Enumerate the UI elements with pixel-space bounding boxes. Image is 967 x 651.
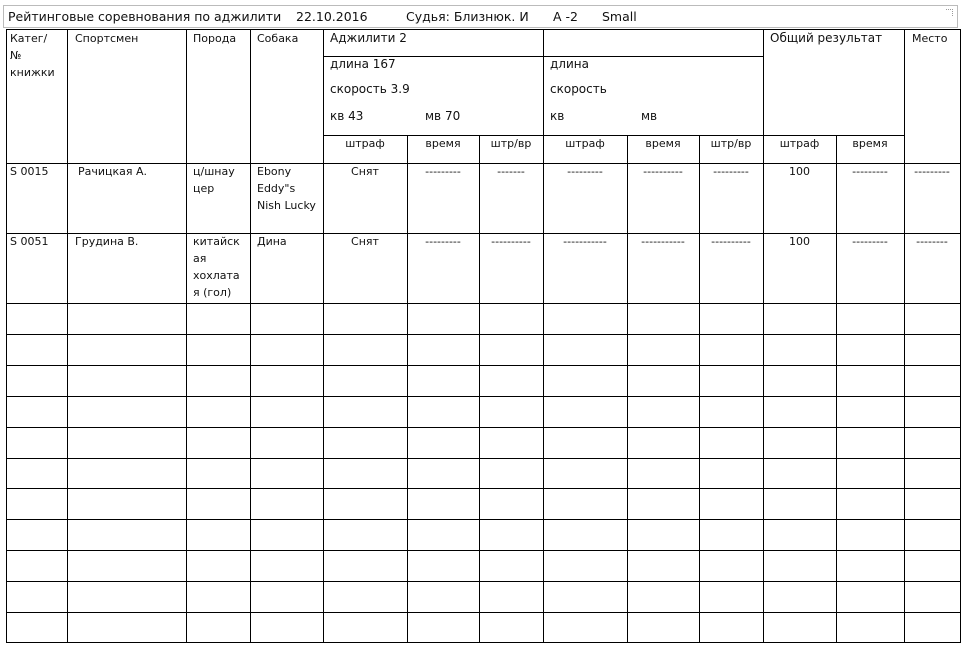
row1-r2-penalty: --------- (567, 165, 603, 178)
row1-dog: Ebony Eddy"s Nish Lucky (257, 165, 316, 212)
row1-r1-pentime: ------- (497, 165, 525, 178)
row1-total-time: --------- (852, 165, 888, 178)
run2-kv: кв (550, 109, 565, 123)
run2-mv: мв (641, 109, 658, 123)
sub-r1-time: время (425, 137, 461, 150)
header-category: Катег/ № книжки (10, 32, 55, 79)
header-total: Общий результат (770, 31, 883, 45)
header-run1: Аджилити 2 (330, 31, 407, 45)
run1-length: длина 167 (330, 57, 396, 71)
header-breed: Порода (193, 32, 237, 45)
row1-athlete: Рачицкая А. (78, 165, 148, 178)
row2-r2-pentime: ---------- (711, 235, 751, 248)
competition-title: Рейтинговые соревнования по аджилити (8, 9, 282, 24)
sub-r2-penalty: штраф (565, 137, 605, 150)
run1-speed: скорость 3.9 (330, 82, 410, 96)
sub-total-time: время (852, 137, 888, 150)
row1-place: --------- (914, 165, 950, 178)
row1-total-penalty: 100 (789, 165, 810, 178)
row1-r2-time: ---------- (643, 165, 683, 178)
row2-place: -------- (916, 235, 948, 248)
row2-dog: Дина (257, 235, 287, 248)
row1-book: S 0015 (10, 165, 49, 178)
row2-r2-time: ----------- (641, 235, 685, 248)
row2-total-penalty: 100 (789, 235, 810, 248)
sub-r2-time: время (645, 137, 681, 150)
judge-name: Судья: Близнюк. И (406, 9, 529, 24)
sub-total-penalty: штраф (779, 137, 820, 150)
row1-r2-pentime: --------- (713, 165, 749, 178)
sub-r1-penalty: штраф (345, 137, 385, 150)
run1-kv: кв 43 (330, 109, 364, 123)
row2-r2-penalty: ----------- (563, 235, 607, 248)
row2-r1-time: --------- (425, 235, 461, 248)
row2-r1-pentime: ---------- (491, 235, 531, 248)
run2-speed: скорость (550, 82, 607, 96)
sub-r1-pentime: штр/вр (490, 137, 532, 150)
run2-length: длина (550, 57, 589, 71)
run1-mv: мв 70 (425, 109, 461, 123)
row2-athlete: Грудина В. (75, 235, 139, 248)
class-label: А -2 (553, 9, 578, 24)
row2-total-time: --------- (852, 235, 888, 248)
header-dog: Собака (257, 32, 299, 45)
row1-breed: ц/шнау цер (193, 165, 235, 195)
competition-date: 22.10.2016 (296, 9, 368, 24)
header-athlete: Спортсмен (75, 32, 139, 45)
header-place: Место (912, 32, 948, 45)
row2-r1-penalty: Снят (351, 235, 379, 248)
row1-r1-penalty: Снят (351, 165, 379, 178)
sub-r2-pentime: штр/вр (710, 137, 752, 150)
row2-breed: китайск ая хохлата я (гол) (193, 235, 240, 299)
size-label: Small (602, 9, 637, 24)
row1-r1-time: --------- (425, 165, 461, 178)
row2-book: S 0051 (10, 235, 49, 248)
